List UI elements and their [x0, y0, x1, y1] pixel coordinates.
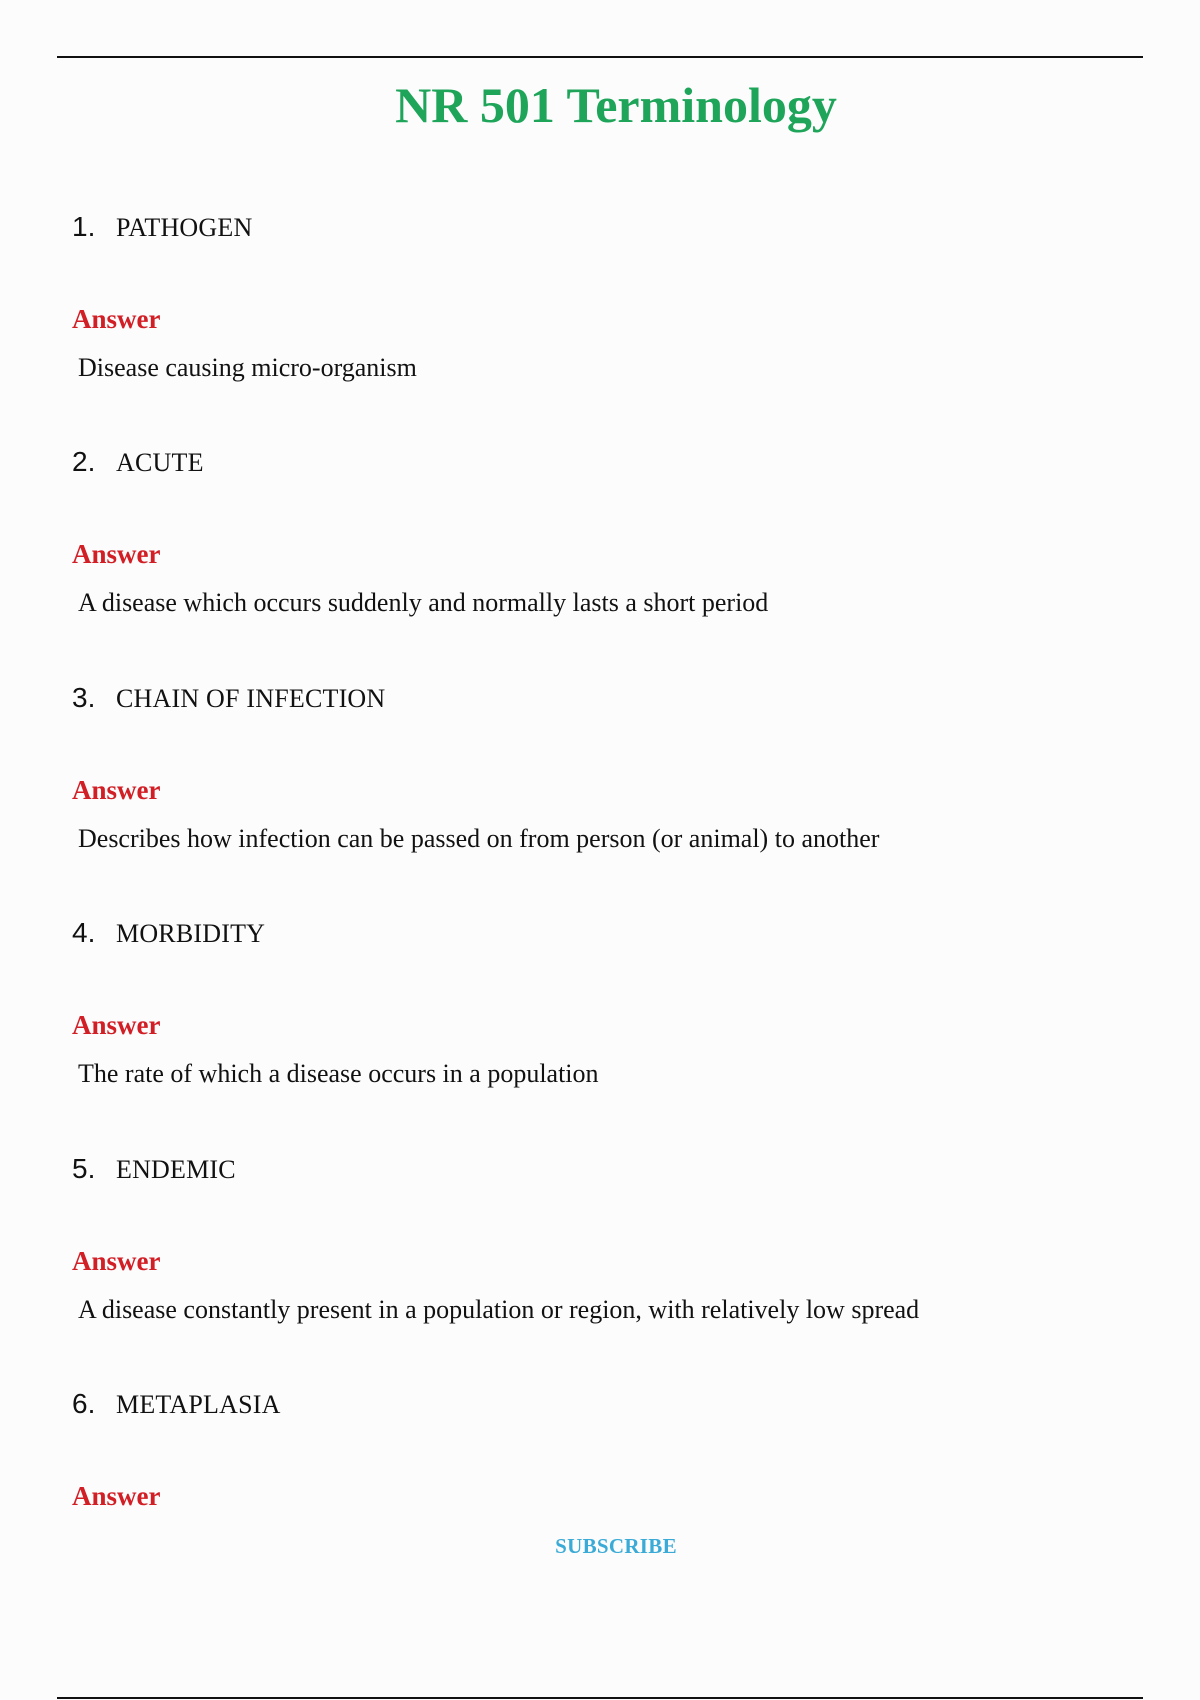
term-heading: [72, 678, 385, 718]
term-label: METAPLASIA: [116, 1390, 281, 1419]
answer-text: Disease causing micro-organism: [78, 353, 417, 382]
answer-text: A disease constantly present in a population or region, with relatively low spread: [78, 1295, 920, 1324]
answer-label: Answer: [72, 1246, 161, 1276]
qa-item-6: [72, 1384, 1132, 1604]
bottom-rule: [57, 1697, 1143, 1699]
qa-item-1: [72, 207, 1132, 427]
term-number: 5.: [72, 1153, 96, 1184]
term-heading: [72, 913, 265, 953]
page-title: NR 501 Terminology: [395, 77, 837, 133]
term-label: PATHOGEN: [116, 213, 253, 242]
term-heading: [72, 1149, 236, 1189]
top-rule: [57, 56, 1143, 58]
answer-label: Answer: [72, 539, 161, 569]
answer-label: Answer: [72, 775, 161, 805]
answer-text: Describes how infection can be passed on from person (or animal) to another: [78, 824, 880, 853]
qa-item-4: [72, 913, 1132, 1133]
term-heading: [72, 442, 204, 482]
term-label: MORBIDITY: [116, 919, 266, 948]
term-label: ENDEMIC: [116, 1155, 236, 1184]
answer-text: The rate of which a disease occurs in a population: [78, 1059, 599, 1088]
term-heading: [72, 207, 252, 247]
term-label: ACUTE: [116, 448, 204, 477]
answer-text: A disease which occurs suddenly and normally lasts a short period: [78, 588, 769, 617]
answer-label: Answer: [72, 304, 161, 334]
term-number: 6.: [72, 1388, 96, 1419]
term-number: 1.: [72, 211, 96, 242]
qa-item-2: [72, 442, 1132, 662]
term-number: 4.: [72, 917, 96, 948]
term-number: 2.: [72, 446, 96, 477]
qa-item-3: [72, 678, 1132, 898]
subscribe-link[interactable]: SUBSCRIBE: [555, 1534, 677, 1558]
term-number: 3.: [72, 682, 96, 713]
term-heading: [72, 1384, 281, 1424]
answer-label: Answer: [72, 1010, 161, 1040]
qa-item-5: [72, 1149, 1132, 1369]
answer-label: Answer: [72, 1481, 161, 1511]
term-label: CHAIN OF INFECTION: [116, 684, 386, 713]
